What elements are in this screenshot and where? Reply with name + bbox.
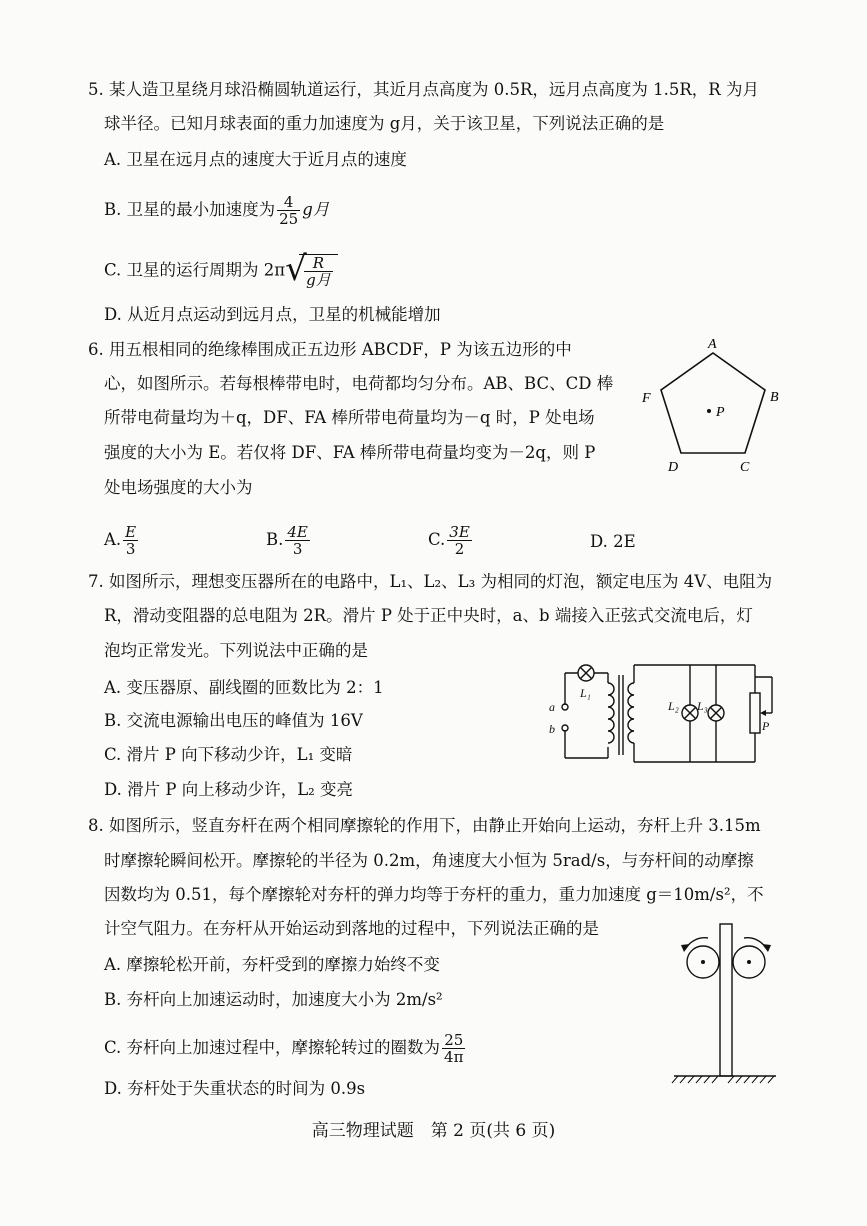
ground-hatching: [672, 1076, 774, 1083]
vertex-b-label: B: [770, 390, 779, 405]
q5-option-b-prefix: B. 卫星的最小加速度为: [104, 200, 276, 219]
q8-stem-line3: 因数均为 0.51，每个摩擦轮对夯杆的弹力均等于夯杆的重力，重力加速度 g＝10m/s²，不: [104, 885, 764, 904]
q6-option-d: D. 2E: [590, 532, 636, 551]
q7-option-d: D. 滑片 P 向上移动少许，L₂ 变亮: [104, 780, 354, 799]
slider-arrow: [760, 710, 766, 716]
center-point: [707, 409, 711, 413]
vertex-f-label: F: [642, 391, 651, 406]
q6-stem-line3: 所带电荷量均为＋q，DF、FA 棒所带电荷量均为－q 时，P 处电场: [104, 408, 595, 427]
q6-stem-line1: 6. 用五根相同的绝缘棒围成正五边形 ABCDF，P 为该五边形的中: [88, 340, 572, 359]
q8-stem-line2: 时摩擦轮瞬间松开。摩擦轮的半径为 0.2m，角速度大小恒为 5rad/s，与夯杆间的动摩擦: [104, 851, 754, 870]
rheostat: [750, 693, 760, 733]
secondary-coil: [628, 683, 634, 743]
pentagon-figure: [630, 335, 790, 480]
label-l1: L₁: [580, 686, 591, 700]
label-l2: L₂: [668, 699, 679, 713]
q8-option-c: C. 夯杆向上加速过程中，摩擦轮转过的圈数为 $\frac{25}{4\pi}$: [104, 1031, 464, 1066]
center-p-label: P: [716, 405, 725, 420]
q5-option-d: D. 从近月点运动到远月点，卫星的机械能增加: [104, 305, 441, 324]
q7-stem-line2: R，滑动变阻器的总电阻为 2R。滑片 P 处于正中央时，a、b 端接入正弦式交流电后，灯: [104, 606, 753, 625]
q6-option-a: A. $\frac{E}{3}$: [104, 523, 137, 558]
label-l3: L₃: [697, 699, 708, 713]
rammer-figure: [668, 920, 783, 1090]
q5-stem-line2: 球半径。已知月球表面的重力加速度为 g月，关于该卫星，下列说法正确的是: [104, 114, 665, 133]
label-a: a: [549, 700, 555, 714]
vertex-c-label: C: [740, 460, 750, 475]
q5-option-c-num: R: [304, 255, 333, 272]
q6-stem-line4: 强度的大小为 E。若仅将 DF、FA 棒所带电荷量均变为－2q，则 P: [104, 443, 596, 462]
q7-stem-line3: 泡均正常发光。下列说法中正确的是: [104, 641, 368, 660]
q8-option-d: D. 夯杆处于失重状态的时间为 0.9s: [104, 1079, 366, 1098]
q5-stem-line1: 5. 某人造卫星绕月球沿椭圆轨道运行，其近月点高度为 0.5R，远月点高度为 1.5R，R 为月: [88, 80, 759, 99]
q5-option-c-prefix: C. 卫星的运行周期为 2π: [104, 260, 286, 280]
q5-option-b-den: 25: [279, 210, 299, 228]
q5-option-a: A. 卫星在远月点的速度大于近月点的速度: [104, 150, 407, 169]
q5-option-b: [104, 194, 329, 227]
page-footer: 高三物理试题 第 2 页(共 6 页): [311, 1121, 556, 1141]
q8-option-a: A. 摩擦轮松开前，夯杆受到的摩擦力始终不变: [104, 955, 440, 974]
q8-stem-line1: 8. 如图所示，竖直夯杆在两个相同摩擦轮的作用下，由静止开始向上运动，夯杆上升 3.15m: [88, 816, 761, 835]
q8-stem-line4: 计空气阻力。在夯杆从开始运动到落地的过程中，下列说法正确的是: [104, 919, 599, 938]
q6-option-c: C. $\frac{3E}{2}$: [428, 523, 470, 558]
label-p: P: [762, 719, 770, 733]
q6-stem-line5: 处电场强度的大小为: [104, 478, 253, 497]
vertex-a-label: A: [708, 337, 717, 352]
q7-option-c: C. 滑片 P 向下移动少许，L₁ 变暗: [104, 745, 353, 764]
q7-stem-line1: 7. 如图所示，理想变压器所在的电路中，L₁、L₂、L₃ 为相同的灯泡，额定电压为 4V、电阻为: [88, 572, 773, 591]
label-b: b: [549, 722, 555, 736]
q7-option-a: A. 变压器原、副线圈的匝数比为 2：1: [104, 678, 384, 697]
rammer-rod: [720, 924, 732, 1076]
primary-coil: [608, 683, 614, 743]
q8-option-b: B. 夯杆向上加速运动时，加速度大小为 2m/s²: [104, 990, 443, 1009]
q6-option-b: B. $\frac{4E}{3}$: [266, 523, 308, 558]
q5-option-b-suffix: g月: [302, 200, 330, 219]
q5-option-b-num: 4: [277, 194, 300, 211]
q7-option-b: B. 交流电源输出电压的峰值为 16V: [104, 711, 363, 730]
q5-option-c-sqrt: √ $\frac{R}{\text{g月}}$: [285, 254, 338, 288]
q5-option-c: [104, 249, 338, 289]
pentagon-shape: [661, 353, 765, 453]
q5-option-c-den: g月: [306, 271, 331, 289]
vertex-d-label: D: [668, 460, 679, 475]
transformer-circuit-figure: [540, 655, 790, 770]
q5-option-b-fraction: [277, 194, 300, 227]
q6-stem-line2: 心，如图所示。若每根棒带电时，电荷都均匀分布。AB、BC、CD 棒: [104, 374, 614, 393]
